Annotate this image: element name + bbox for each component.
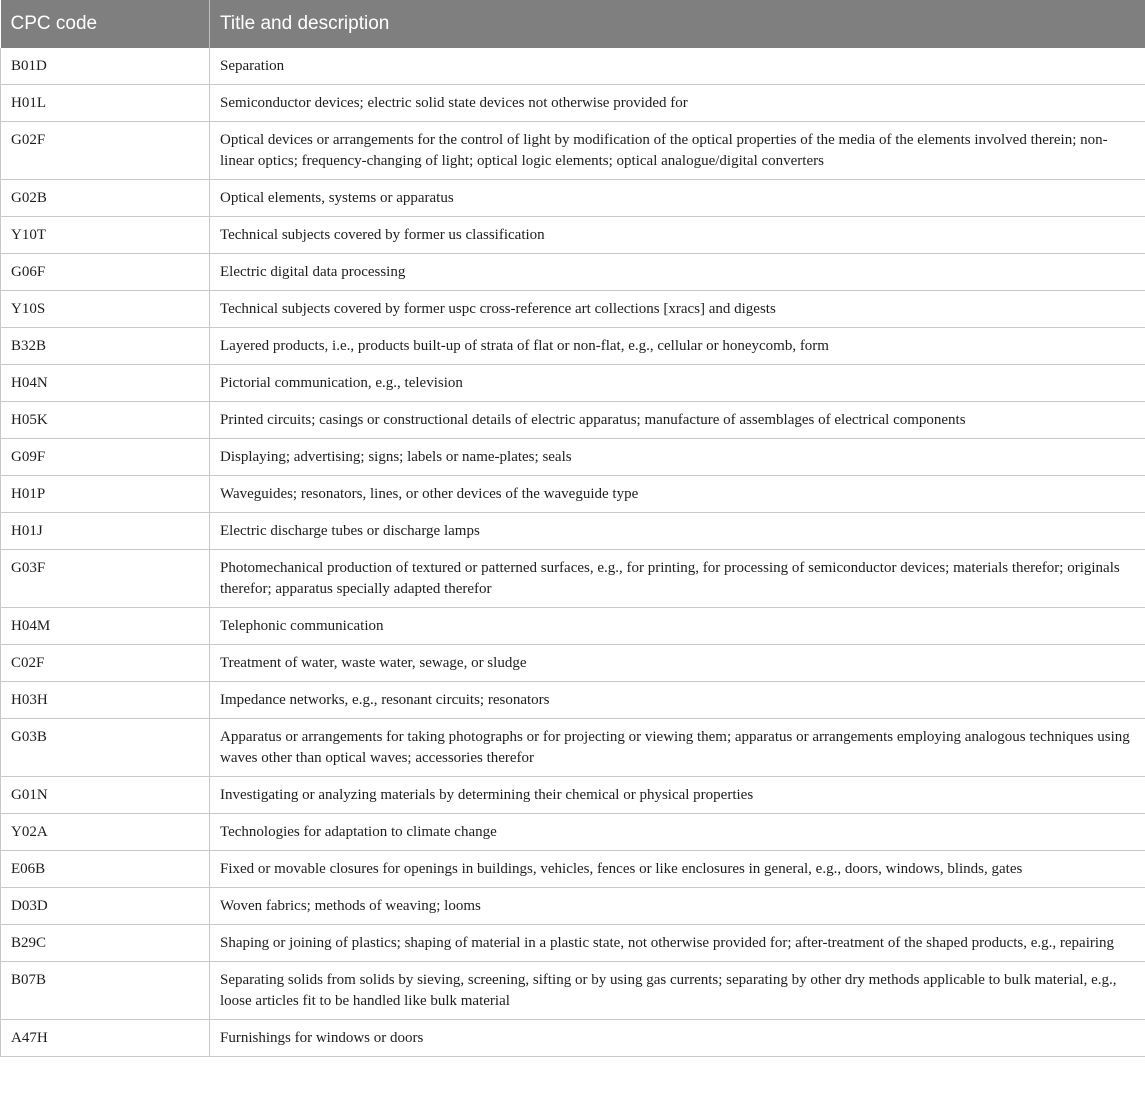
description-cell: Displaying; advertising; signs; labels or name-plates; seals xyxy=(210,439,1145,476)
cpc-code-cell: H01J xyxy=(1,513,210,550)
table-row xyxy=(1,925,1145,962)
description-cell: Telephonic communication xyxy=(210,608,1145,645)
description-cell: Technical subjects covered by former uspc cross-reference art collections [xracs] and digests xyxy=(210,291,1145,328)
table-row xyxy=(1,682,1145,719)
cpc-code-cell: H03H xyxy=(1,682,210,719)
table-row xyxy=(1,962,1145,1020)
table-row xyxy=(1,550,1145,608)
table-row xyxy=(1,719,1145,777)
cpc-code-cell: B01D xyxy=(1,48,210,85)
description-cell: Semiconductor devices; electric solid state devices not otherwise provided for xyxy=(210,85,1145,122)
table-row xyxy=(1,888,1145,925)
table-row xyxy=(1,513,1145,550)
cpc-code-cell: C02F xyxy=(1,645,210,682)
cpc-code-cell: Y10S xyxy=(1,291,210,328)
cpc-code-cell: G03F xyxy=(1,550,210,608)
cpc-code-cell: D03D xyxy=(1,888,210,925)
table-row xyxy=(1,814,1145,851)
cpc-code-cell: H04N xyxy=(1,365,210,402)
description-cell: Technologies for adaptation to climate change xyxy=(210,814,1145,851)
table-row xyxy=(1,254,1145,291)
description-cell: Waveguides; resonators, lines, or other devices of the waveguide type xyxy=(210,476,1145,513)
table-row xyxy=(1,291,1145,328)
description-cell: Separation xyxy=(210,48,1145,85)
description-cell: Printed circuits; casings or constructional details of electric apparatus; manufacture of assemblages of electrical components xyxy=(210,402,1145,439)
column-header-title-description: Title and description xyxy=(210,0,1145,48)
description-cell: Woven fabrics; methods of weaving; looms xyxy=(210,888,1145,925)
description-cell: Pictorial communication, e.g., television xyxy=(210,365,1145,402)
description-cell: Impedance networks, e.g., resonant circuits; resonators xyxy=(210,682,1145,719)
column-header-cpc-code: CPC code xyxy=(1,0,210,48)
cpc-code-cell: B07B xyxy=(1,962,210,1020)
table-body xyxy=(1,48,1145,1057)
table-row xyxy=(1,645,1145,682)
description-cell: Shaping or joining of plastics; shaping of material in a plastic state, not otherwise provided for; after-treatment of the shaped products, e.g., repairing xyxy=(210,925,1145,962)
table-row xyxy=(1,402,1145,439)
description-cell: Technical subjects covered by former us classification xyxy=(210,217,1145,254)
description-cell: Apparatus or arrangements for taking photographs or for projecting or viewing them; apparatus or arrangements employing analogous techniques using waves other than optical waves; accessories therefor xyxy=(210,719,1145,777)
cpc-code-cell: G01N xyxy=(1,777,210,814)
description-cell: Fixed or movable closures for openings in buildings, vehicles, fences or like enclosures in general, e.g., doors, windows, blinds, gates xyxy=(210,851,1145,888)
table-row xyxy=(1,608,1145,645)
description-cell: Photomechanical production of textured or patterned surfaces, e.g., for printing, for processing of semiconductor devices; materials therefor; originals therefor; apparatus specially adapted therefor xyxy=(210,550,1145,608)
description-cell: Furnishings for windows or doors xyxy=(210,1020,1145,1057)
cpc-code-cell: H01P xyxy=(1,476,210,513)
cpc-code-cell: H04M xyxy=(1,608,210,645)
cpc-code-cell: Y10T xyxy=(1,217,210,254)
table-row xyxy=(1,180,1145,217)
description-cell: Treatment of water, waste water, sewage, or sludge xyxy=(210,645,1145,682)
description-cell: Optical elements, systems or apparatus xyxy=(210,180,1145,217)
description-cell: Layered products, i.e., products built-up of strata of flat or non-flat, e.g., cellular or honeycomb, form xyxy=(210,328,1145,365)
cpc-code-cell: Y02A xyxy=(1,814,210,851)
cpc-code-cell: G09F xyxy=(1,439,210,476)
cpc-code-cell: G02F xyxy=(1,122,210,180)
table-row xyxy=(1,217,1145,254)
description-cell: Electric discharge tubes or discharge lamps xyxy=(210,513,1145,550)
table-row xyxy=(1,777,1145,814)
cpc-code-cell: G02B xyxy=(1,180,210,217)
table-row xyxy=(1,122,1145,180)
description-cell: Investigating or analyzing materials by determining their chemical or physical properties xyxy=(210,777,1145,814)
table-row xyxy=(1,48,1145,85)
cpc-code-cell: H01L xyxy=(1,85,210,122)
table-row xyxy=(1,85,1145,122)
table-row xyxy=(1,439,1145,476)
description-cell: Separating solids from solids by sieving, screening, sifting or by using gas currents; separating by other dry methods applicable to bulk material, e.g., loose articles fit to be handled like bulk material xyxy=(210,962,1145,1020)
table-header-row xyxy=(1,0,1145,48)
cpc-code-cell: B32B xyxy=(1,328,210,365)
table-row xyxy=(1,365,1145,402)
cpc-code-cell: A47H xyxy=(1,1020,210,1057)
table-row xyxy=(1,1020,1145,1057)
cpc-code-cell: E06B xyxy=(1,851,210,888)
cpc-code-cell: H05K xyxy=(1,402,210,439)
description-cell: Optical devices or arrangements for the control of light by modification of the optical properties of the media of the elements involved therein; non-linear optics; frequency-changing of light; optical logic elements; optical analogue/digital converters xyxy=(210,122,1145,180)
table-row xyxy=(1,328,1145,365)
table-row xyxy=(1,851,1145,888)
table-row xyxy=(1,476,1145,513)
cpc-code-cell: B29C xyxy=(1,925,210,962)
description-cell: Electric digital data processing xyxy=(210,254,1145,291)
cpc-code-cell: G03B xyxy=(1,719,210,777)
cpc-code-cell: G06F xyxy=(1,254,210,291)
